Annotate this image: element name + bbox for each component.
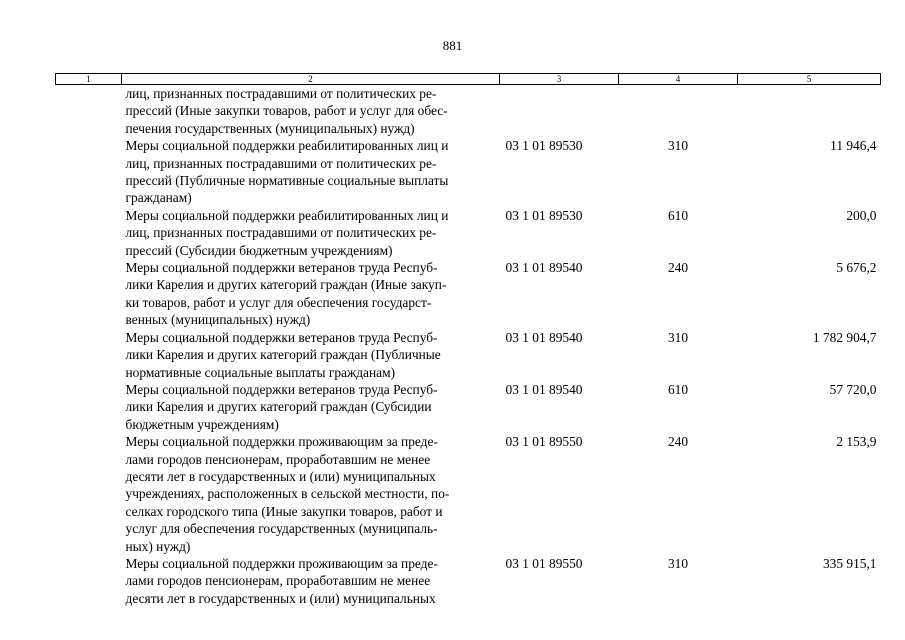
cell-expense-name — [122, 329, 500, 381]
cell-number — [56, 555, 122, 607]
cell-number — [56, 137, 122, 207]
cell-target-code: 03 1 01 89550 — [505, 434, 583, 450]
cell-number — [56, 207, 122, 259]
cell-expense-name — [122, 207, 500, 259]
cell-amount: 200,0 — [846, 207, 877, 223]
expense-name-line: десяти лет в государственных и (или) муниципальных — [125, 590, 436, 606]
cell-amount — [738, 85, 881, 138]
header-col-4: 4 — [619, 74, 738, 85]
header-row — [56, 74, 881, 85]
expense-name-line: лиц, признанных пострадавшими от политических ре- — [125, 225, 437, 241]
cell-expense-name — [122, 555, 500, 607]
expense-name-line: Меры социальной поддержки проживающим за преде- — [125, 434, 438, 450]
table-row — [56, 137, 881, 207]
cell-amount: 57 720,0 — [829, 381, 877, 397]
expense-name-line: селках городского типа (Иные закупки товаров, работ и — [125, 503, 443, 519]
cell-number — [56, 85, 122, 138]
page-number: 881 — [442, 38, 463, 53]
expense-name-line: ки товаров, работ и услуг для обеспечения государст- — [125, 294, 432, 310]
expense-name-line: Меры социальной поддержки ветеранов труда Респуб- — [125, 329, 438, 345]
cell-expense-kind: 240 — [667, 434, 689, 450]
cell-target-code: 03 1 01 89540 — [505, 381, 583, 397]
expense-name-line: прессий (Иные закупки товаров, работ и услуг для обес- — [125, 103, 448, 119]
expense-name-line: венных (муниципальных) нужд) — [125, 312, 311, 328]
cell-target-code: 03 1 01 89540 — [505, 329, 583, 345]
expense-name-line: лики Карелия и других категорий граждан (Субсидии — [125, 399, 432, 415]
cell-amount: 5 676,2 — [836, 260, 877, 276]
table-row — [56, 85, 881, 138]
expense-name-line: лами городов пенсионерам, проработавшим не менее — [125, 451, 431, 467]
table-row — [56, 259, 881, 329]
expense-name-line: гражданам) — [125, 190, 192, 206]
cell-number — [56, 433, 122, 555]
expense-name-line: Меры социальной поддержки ветеранов труда Респуб- — [125, 260, 438, 276]
cell-expense-kind: 310 — [667, 555, 689, 571]
expense-name-line: бюджетным учреждениям) — [125, 416, 279, 432]
expense-name-line: Меры социальной поддержки проживающим за преде- — [125, 555, 438, 571]
expense-name-line: Меры социальной поддержки реабилитированных лиц и — [125, 207, 449, 223]
expense-name-line: учреждениях, расположенных в сельской местности, по- — [125, 486, 450, 502]
header-col-2: 2 — [122, 74, 500, 85]
cell-expense-kind: 310 — [667, 329, 689, 345]
header-col-1: 1 — [56, 74, 122, 85]
expense-name-line: прессий (Субсидии бюджетным учреждениям) — [125, 242, 393, 258]
cell-amount: 1 782 904,7 — [812, 329, 877, 345]
cell-expense-kind: 240 — [667, 260, 689, 276]
table-row — [56, 555, 881, 607]
cell-target-code: 03 1 01 89530 — [505, 138, 583, 154]
budget-table — [55, 73, 881, 607]
cell-expense-name — [122, 85, 500, 138]
table-row — [56, 381, 881, 433]
cell-number — [56, 381, 122, 433]
expense-name-line: лики Карелия и других категорий граждан (Иные закуп- — [125, 277, 447, 293]
expense-name-line: десяти лет в государственных и (или) муниципальных — [125, 468, 436, 484]
cell-expense-name — [122, 259, 500, 329]
expense-name-line: прессий (Публичные нормативные социальные выплаты — [125, 173, 449, 189]
cell-target-code: 03 1 01 89540 — [505, 260, 583, 276]
cell-number — [56, 329, 122, 381]
expense-name-line: услуг для обеспечения государственных (муниципаль- — [125, 521, 438, 537]
table-row — [56, 433, 881, 555]
cell-expense-name — [122, 433, 500, 555]
table-row — [56, 329, 881, 381]
cell-amount: 2 153,9 — [836, 434, 877, 450]
cell-amount: 335 915,1 — [822, 555, 877, 571]
cell-expense-kind — [619, 85, 738, 138]
cell-expense-name — [122, 381, 500, 433]
table-row — [56, 207, 881, 259]
cell-target-code — [500, 85, 619, 138]
cell-expense-kind: 610 — [667, 207, 689, 223]
cell-target-code: 03 1 01 89550 — [505, 555, 583, 571]
expense-name-line: Меры социальной поддержки ветеранов труда Респуб- — [125, 381, 438, 397]
cell-amount: 11 946,4 — [830, 138, 877, 154]
expense-name-line: лами городов пенсионерам, проработавшим не менее — [125, 573, 431, 589]
expense-name-line: нормативные социальные выплаты гражданам) — [125, 364, 396, 380]
header-col-3: 3 — [500, 74, 619, 85]
expense-name-line: печения государственных (муниципальных) нужд) — [125, 120, 415, 136]
cell-expense-kind: 310 — [667, 138, 689, 154]
cell-number — [56, 259, 122, 329]
expense-name-line: лики Карелия и других категорий граждан (Публичные — [125, 347, 441, 363]
expense-name-line: ных) нужд) — [125, 538, 191, 554]
expense-name-line: лиц, признанных пострадавшими от политических ре- — [125, 86, 437, 101]
cell-expense-kind: 610 — [667, 381, 689, 397]
cell-expense-name — [122, 137, 500, 207]
cell-target-code: 03 1 01 89530 — [505, 207, 583, 223]
expense-name-line: Меры социальной поддержки реабилитированных лиц и — [125, 138, 449, 154]
table-body — [56, 85, 881, 608]
expense-name-line: лиц, признанных пострадавшими от политических ре- — [125, 155, 437, 171]
header-col-5: 5 — [738, 74, 881, 85]
